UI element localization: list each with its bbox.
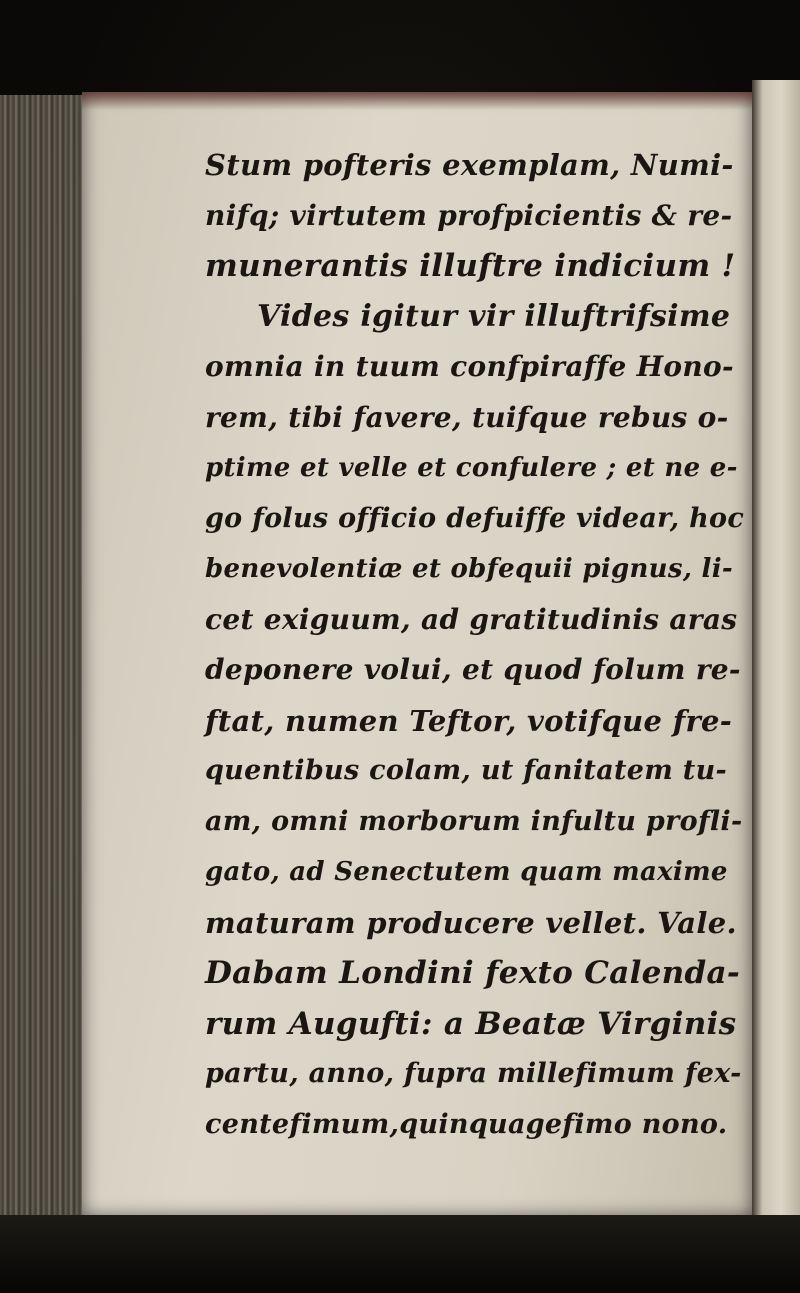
text-line: nifq; virtutem profpicientis & re- bbox=[205, 198, 733, 232]
page-text bbox=[205, 140, 745, 1150]
text-line: munerantis illuftre indicium ! bbox=[205, 248, 736, 284]
text-line: Stum pofteris exemplam, Numi- bbox=[205, 148, 734, 182]
right-page-edge bbox=[752, 80, 800, 1230]
text-line: Vides igitur vir illuftrifsime bbox=[257, 298, 731, 334]
text-line: centefimum,quinquagefimo nono. bbox=[205, 1108, 728, 1140]
text-line: quentibus colam, ut fanitatem tu- bbox=[205, 755, 728, 786]
text-line: cet exiguum, ad gratitudinis aras bbox=[205, 602, 738, 636]
text-line: omnia in tuum confpiraffe Hono- bbox=[205, 350, 734, 383]
text-line: go folus officio defuiffe videar, hoc bbox=[205, 502, 745, 534]
text-line: gato, ad Senectutem quam maxime bbox=[205, 857, 728, 887]
text-line: am, omni morborum infultu profli- bbox=[205, 805, 743, 837]
bottom-shadow bbox=[0, 1215, 800, 1293]
text-line: ptime et velle et confulere ; et ne e- bbox=[205, 453, 738, 483]
text-line: maturam producere vellet. Vale. bbox=[205, 905, 737, 940]
text-line: partu, anno, fupra millefimum fex- bbox=[205, 1058, 742, 1089]
text-line: benevolentiæ et obfequii pignus, li- bbox=[205, 554, 733, 584]
text-line: rum Augufti: a Beatæ Virginis bbox=[205, 1005, 737, 1042]
text-line: rem, tibi favere, tuifque rebus o- bbox=[205, 400, 729, 434]
text-line: Dabam Londini fexto Calenda- bbox=[205, 955, 741, 991]
text-line: ftat, numen Teftor, votifque fre- bbox=[205, 703, 733, 738]
left-page-edges bbox=[0, 95, 86, 1225]
text-line: deponere volui, et quod folum re- bbox=[205, 653, 741, 686]
